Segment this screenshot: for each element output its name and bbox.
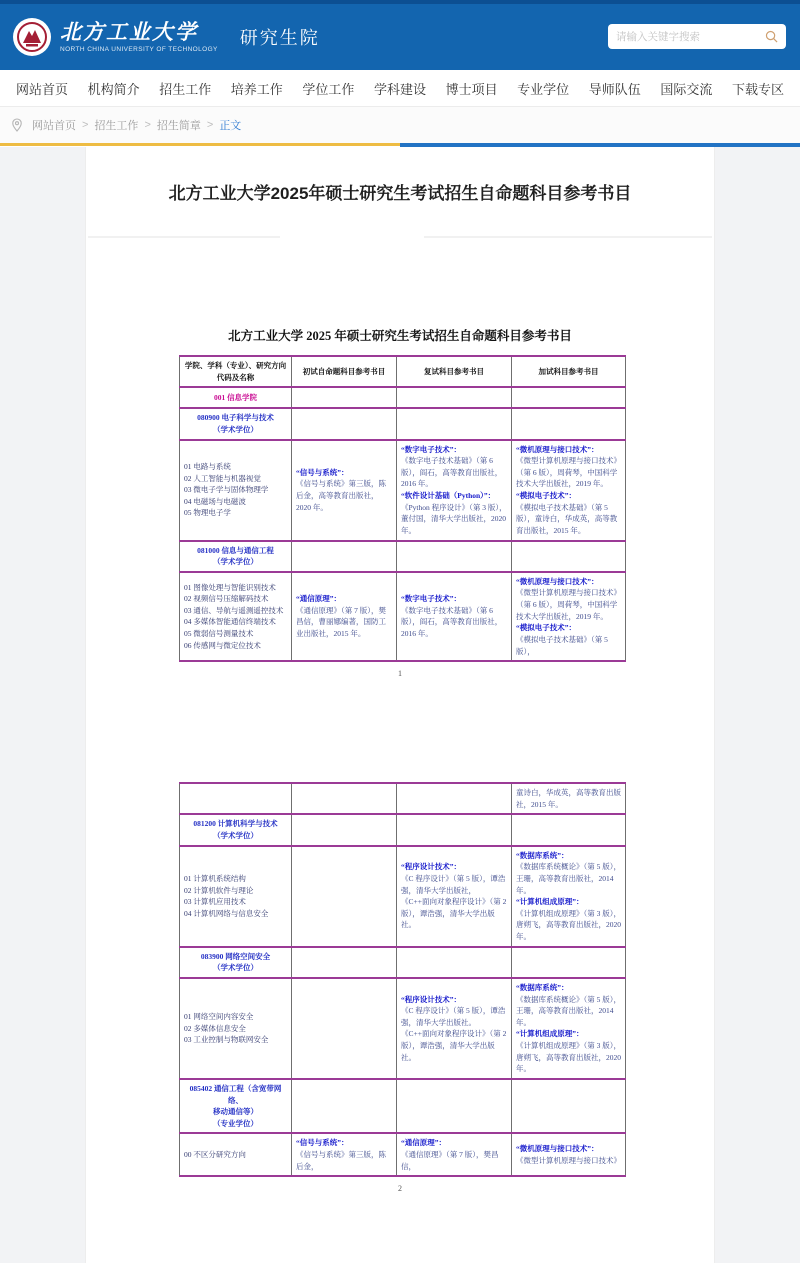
research-direction: 05 物理电子学 — [184, 508, 231, 518]
course-name: “微机原理与接口技术”： — [516, 576, 599, 586]
empty-cell — [397, 408, 512, 439]
reference-books-cell — [292, 572, 397, 661]
book-reference: 《通信原理》（第 7 版），樊昌信， — [401, 1150, 499, 1171]
empty-cell — [512, 947, 626, 978]
nav-item-6[interactable]: 博士项目 — [445, 81, 498, 97]
book-reference: 《模拟电子技术基础》（第 5 版），童诗白，华成英，高等教育出版社，2015 年。 — [516, 502, 618, 535]
breadcrumb-separator: > — [82, 119, 89, 131]
research-directions-cell — [180, 572, 292, 661]
nav-item-7[interactable]: 专业学位 — [517, 81, 570, 97]
empty-cell — [397, 947, 512, 978]
book-reference: 《Python 程序设计》（第 3 版），董付国，清华大学出版社，2020 年。 — [401, 502, 507, 535]
course-name: “计算机组成原理”： — [516, 897, 584, 907]
page-break-gap — [86, 678, 714, 771]
empty-cell — [292, 814, 397, 845]
research-direction: 03 工业控制与物联网安全 — [184, 1035, 269, 1045]
document-title: 北方工业大学 2025 年硕士研究生考试招生自命题科目参考书目 — [228, 329, 572, 343]
book-reference: 《数据库系统概论》（第 5 版），王珊，高等教育出版社，2014 年。 — [516, 862, 621, 895]
nav-item-1[interactable]: 机构简介 — [87, 81, 140, 97]
empty-cell — [512, 387, 626, 408]
book-reference: 童诗白，华成英，高等教育出版社，2015 年。 — [516, 788, 621, 809]
course-name: “数据库系统”： — [516, 850, 569, 860]
book-reference: 《信号与系统》第三版，陈后金， — [296, 1150, 386, 1171]
breadcrumb-bar — [0, 107, 800, 143]
empty-cell — [512, 541, 626, 572]
university-seal-icon — [12, 17, 52, 57]
table-row — [180, 440, 626, 541]
table-header-cell: 加试科目参考书目 — [512, 356, 626, 387]
research-direction: 04 电磁场与电磁波 — [184, 496, 246, 506]
page-number-2: 2 — [398, 1184, 402, 1194]
page-title: 北方工业大学2025年硕士研究生考试招生自命题科目参考书目 — [168, 184, 632, 203]
reference-books-cell — [292, 978, 397, 1079]
table-row — [180, 1133, 626, 1176]
course-name: “软件设计基础（Python）”： — [401, 491, 496, 500]
meta-divider — [86, 236, 714, 238]
book-reference: 《C 程序设计》（第 5 版），谭浩强，清华大学出版社。 — [401, 1006, 506, 1027]
book-reference: 《模拟电子技术基础》（第 5 版）， — [516, 634, 608, 656]
article-panel — [85, 147, 715, 1263]
course-name: “模拟电子技术”： — [516, 491, 576, 500]
empty-cell — [512, 1079, 626, 1134]
empty-cell — [397, 541, 512, 572]
empty-cell — [397, 387, 512, 408]
nav-item-3[interactable]: 培养工作 — [230, 81, 283, 97]
book-reference: 《C 程序设计》（第 5 版），谭浩强，清华大学出版社， — [401, 873, 506, 895]
research-direction: 02 多媒体信息安全 — [184, 1023, 246, 1033]
course-name: “数据库系统”： — [516, 982, 569, 992]
divider-gold-segment — [0, 143, 400, 146]
location-pin-icon — [10, 118, 24, 132]
table-row — [180, 572, 626, 661]
research-directions-cell — [180, 846, 292, 947]
reference-books-cell — [512, 1133, 626, 1176]
reference-books-cell — [397, 1133, 512, 1176]
research-direction: 02 人工智能与机器视觉 — [184, 473, 261, 483]
research-direction: 01 电路与系统 — [184, 461, 231, 471]
document-body — [86, 326, 714, 1263]
reference-books-cell — [292, 440, 397, 541]
empty-cell — [292, 1079, 397, 1134]
search-input[interactable] — [616, 31, 765, 43]
content-background — [0, 147, 800, 1263]
course-name: “信号与系统”： — [296, 467, 349, 477]
research-directions-cell — [180, 1133, 292, 1176]
course-name: “程序设计技术”： — [401, 862, 461, 872]
nav-item-9[interactable]: 国际交流 — [660, 81, 713, 97]
reference-books-cell — [512, 783, 626, 814]
course-name: “模拟电子技术”： — [516, 623, 576, 633]
book-reference: 《C++面向对象程序设计》（第 2 版），谭浩强，清华大学出版社。 — [401, 1029, 507, 1062]
meta-divider-left — [88, 236, 280, 238]
empty-cell — [512, 814, 626, 845]
research-direction: 02 计算机软件与理论 — [184, 885, 254, 895]
nav-item-0[interactable]: 网站首页 — [16, 81, 69, 97]
table-row — [180, 541, 626, 572]
table-row — [180, 846, 626, 947]
empty-cell — [397, 1079, 512, 1134]
reference-books-cell — [512, 572, 626, 661]
reference-table-page-1 — [179, 355, 626, 662]
reference-table-page-2 — [179, 782, 626, 1177]
empty-cell — [292, 387, 397, 408]
table-row — [180, 356, 626, 387]
reference-books-cell — [512, 846, 626, 947]
research-direction: 03 计算机应用技术 — [184, 897, 246, 907]
section-label: 085402 通信工程（含宽带网络、 移动通信等） （专业学位） — [180, 1079, 292, 1134]
reference-books-cell — [292, 846, 397, 947]
book-reference: 《微型计算机原理与接口技术》（第 6 版），周荷琴，中国科学技术大学出版社，2019 年。 — [516, 588, 621, 621]
table-header-cell: 复试科目参考书目 — [397, 356, 512, 387]
breadcrumb-link-2[interactable]: 招生简章 — [156, 120, 201, 132]
empty-cell — [292, 408, 397, 439]
course-name: “程序设计技术”： — [401, 994, 461, 1004]
book-reference: 《信号与系统》第三版，陈后金，高等教育出版社，2020 年。 — [296, 479, 386, 512]
empty-cell — [292, 947, 397, 978]
reference-books-cell — [397, 440, 512, 541]
research-direction: 02 视频信号压缩解码技术 — [184, 594, 269, 604]
research-directions-cell — [180, 783, 292, 814]
table-header-cell: 初试自命题科目参考书目 — [292, 356, 397, 387]
reference-books-cell — [512, 440, 626, 541]
course-name: “计算机组成原理”： — [516, 1029, 584, 1039]
book-reference: 《数字电子技术基础》（第 6 版），阎石，高等教育出版社，2016 年。 — [401, 456, 503, 489]
reference-books-cell — [512, 978, 626, 1079]
research-direction: 04 多媒体智能通信终端技术 — [184, 617, 276, 627]
nav-item-10[interactable]: 下载专区 — [731, 81, 784, 97]
breadcrumb-link-0[interactable]: 网站首页 — [32, 120, 76, 132]
site-title: 研究生院 — [239, 28, 320, 48]
book-reference: 《C++面向对象程序设计》（第 2 版），谭浩强，清华大学出版社。 — [401, 897, 507, 930]
table-row — [180, 978, 626, 1079]
breadcrumb-separator: > — [206, 119, 214, 131]
empty-cell — [512, 408, 626, 439]
breadcrumb — [32, 117, 241, 133]
reference-books-cell — [397, 846, 512, 947]
research-direction: 00 不区分研究方向 — [184, 1150, 246, 1159]
divider-blue-segment — [400, 143, 800, 147]
research-direction: 06 传感网与微定位技术 — [184, 640, 261, 650]
reference-books-cell — [292, 1133, 397, 1176]
course-name: “数字电子技术”： — [401, 594, 461, 604]
course-name: “数字电子技术”： — [401, 444, 461, 454]
course-name: “通信原理”： — [296, 594, 341, 604]
book-reference: 《微型计算机原理与接口技术》（第 6 版），周荷琴，中国科学技术大学出版社，2019 年。 — [516, 456, 621, 489]
table-row — [180, 947, 626, 978]
book-reference: 《数据库系统概论》（第 5 版），王珊，高等教育出版社，2014 年。 — [516, 994, 621, 1027]
reference-books-cell — [397, 978, 512, 1079]
research-direction: 05 微弱信号测量技术 — [184, 629, 254, 639]
table-row — [180, 783, 626, 814]
table-row — [180, 814, 626, 845]
search-icon[interactable] — [765, 30, 778, 43]
table-row — [180, 1079, 626, 1134]
book-reference: 《计算机组成原理》（第 3 版），唐朔飞，高等教育出版社，2020 年。 — [516, 908, 621, 941]
empty-cell — [397, 814, 512, 845]
nav-item-2[interactable]: 招生工作 — [159, 81, 212, 97]
section-label: 083900 网络空间安全 （学术学位） — [180, 947, 292, 978]
course-name: “微机原理与接口技术”： — [516, 444, 599, 454]
course-name: “通信原理”： — [401, 1138, 446, 1148]
reference-books-cell — [397, 783, 512, 814]
main-nav — [0, 70, 800, 107]
breadcrumb-current: 正文 — [219, 120, 242, 132]
university-logo[interactable] — [12, 17, 218, 57]
book-reference: 《数字电子技术基础》（第 6 版），阎石，高等教育出版社，2016 年。 — [401, 605, 503, 639]
page-number-1: 1 — [398, 669, 402, 679]
reference-books-cell — [292, 783, 397, 814]
research-directions-cell — [180, 440, 292, 541]
site-header — [0, 0, 800, 70]
course-name: “微机原理与接口技术”： — [516, 1144, 599, 1154]
table-row — [180, 387, 626, 408]
document-bottom-space — [86, 1193, 714, 1263]
empty-cell — [292, 541, 397, 572]
section-label: 081200 计算机科学与技术 （学术学位） — [180, 814, 292, 845]
book-reference: 《微型计算机原理与接口技术》 — [516, 1155, 621, 1165]
research-direction: 04 计算机网络与信息安全 — [184, 908, 269, 918]
research-direction: 03 通信、导航与遥测遥控技术 — [184, 605, 284, 615]
section-label: 001 信息学院 — [180, 387, 292, 408]
university-name-cn: 北方工业大学 — [60, 19, 198, 44]
meta-divider-right — [424, 236, 712, 238]
table-header-cell: 学院、学科（专业）、研究方向代码及名称 — [180, 356, 292, 387]
research-direction: 03 微电子学与固体物理学 — [184, 485, 269, 495]
reference-books-cell — [397, 572, 512, 661]
book-reference: 《计算机组成原理》（第 3 版），唐朔飞，高等教育出版社，2020 年。 — [516, 1041, 621, 1074]
nav-item-8[interactable]: 导师队伍 — [588, 81, 641, 97]
research-directions-cell — [180, 978, 292, 1079]
search-box[interactable] — [608, 24, 786, 49]
book-reference: 《通信原理》（第 7 版），樊昌信，曹丽娜编著，国防工业出版社，2015 年。 — [296, 605, 386, 639]
section-label: 080900 电子科学与技术 （学术学位） — [180, 408, 292, 439]
breadcrumb-separator: > — [144, 119, 151, 131]
nav-item-5[interactable]: 学科建设 — [373, 81, 426, 97]
research-direction: 01 网络空间内容安全 — [184, 1011, 254, 1021]
research-direction: 01 计算机系统结构 — [184, 873, 246, 883]
breadcrumb-link-1[interactable]: 招生工作 — [94, 120, 139, 132]
table-row — [180, 408, 626, 439]
university-name-en: NORTH CHINA UNIVERSITY OF TECHNOLOGY — [60, 45, 218, 53]
research-direction: 01 图像处理与智能识别技术 — [184, 582, 276, 592]
section-label: 081000 信息与通信工程 （学术学位） — [180, 541, 292, 572]
nav-item-4[interactable]: 学位工作 — [302, 81, 355, 97]
course-name: “信号与系统”： — [296, 1138, 349, 1148]
